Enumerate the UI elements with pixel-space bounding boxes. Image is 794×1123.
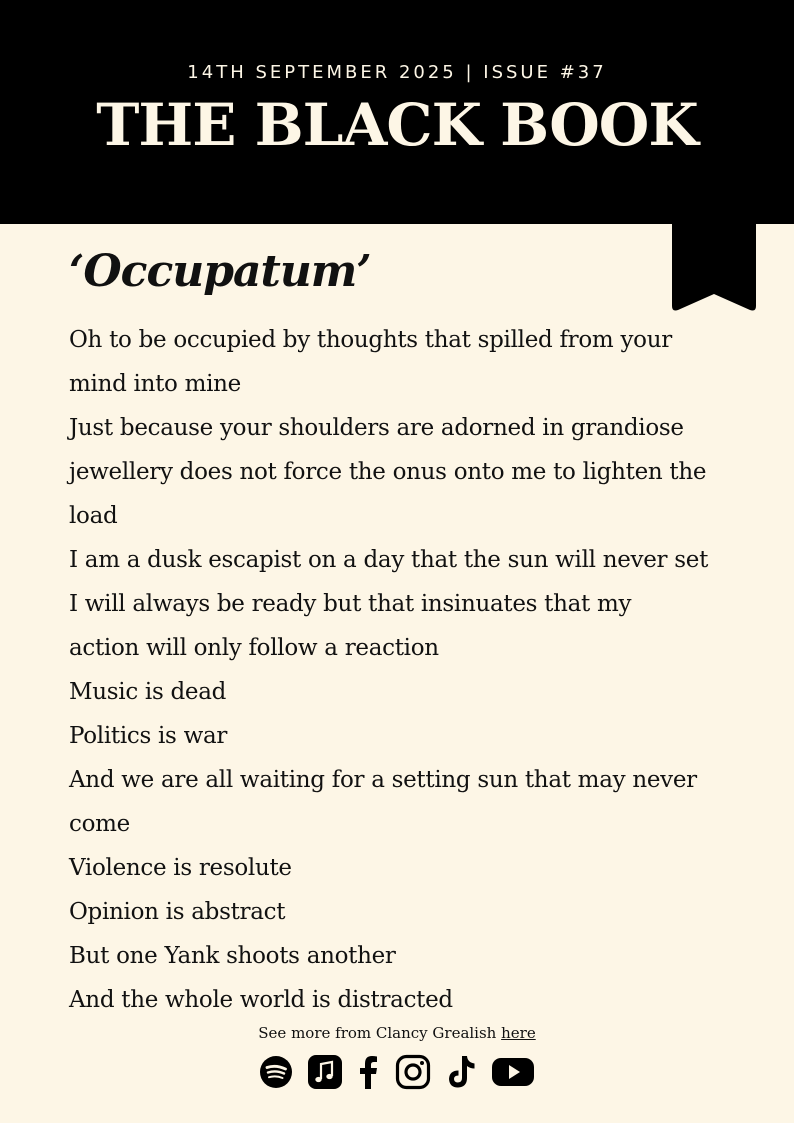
poem-line: I am a dusk escapist on a day that the sun will never set xyxy=(69,547,709,573)
masthead-title: THE BLACK BOOK xyxy=(96,91,698,159)
poem-line: load xyxy=(69,503,118,529)
instagram-icon[interactable] xyxy=(395,1054,431,1090)
here-link[interactable]: here xyxy=(501,1024,536,1042)
poem-body xyxy=(69,318,729,1022)
youtube-icon[interactable] xyxy=(491,1056,535,1088)
apple-music-icon[interactable] xyxy=(307,1054,343,1090)
header-banner xyxy=(0,0,794,224)
poem-line: And the whole world is distracted xyxy=(69,987,453,1013)
poem-line: Violence is resolute xyxy=(69,855,292,881)
tiktok-icon[interactable] xyxy=(445,1054,477,1090)
poem-line: Just because your shoulders are adorned in grandiose xyxy=(69,415,684,441)
poem-line: come xyxy=(69,811,130,837)
poem-line: But one Yank shoots another xyxy=(69,943,396,969)
poem-line: And we are all waiting for a setting sun that may never xyxy=(69,767,697,793)
poem-line: Opinion is abstract xyxy=(69,899,286,925)
issue-date-line: 14TH SEPTEMBER 2025 | ISSUE #37 xyxy=(187,62,607,83)
poem-line: jewellery does not force the onus onto me to lighten the xyxy=(69,459,707,485)
poem-line: mind into mine xyxy=(69,371,241,397)
poem-line: Politics is war xyxy=(69,723,228,749)
footer-prefix: See more from Clancy Grealish xyxy=(258,1024,502,1042)
poem-line: action will only follow a reaction xyxy=(69,635,439,661)
poem-line: I will always be ready but that insinuates that my xyxy=(69,591,632,617)
poem-line: Oh to be occupied by thoughts that spilled from your xyxy=(69,327,672,353)
bookmark-ribbon-icon xyxy=(672,224,756,312)
poem-line: Music is dead xyxy=(69,679,227,705)
facebook-icon[interactable] xyxy=(357,1055,381,1089)
spotify-icon[interactable] xyxy=(259,1055,293,1089)
social-links xyxy=(0,1054,794,1090)
footer-see-more xyxy=(0,1024,794,1042)
poem-title: ‘Occupatum’ xyxy=(69,246,371,297)
